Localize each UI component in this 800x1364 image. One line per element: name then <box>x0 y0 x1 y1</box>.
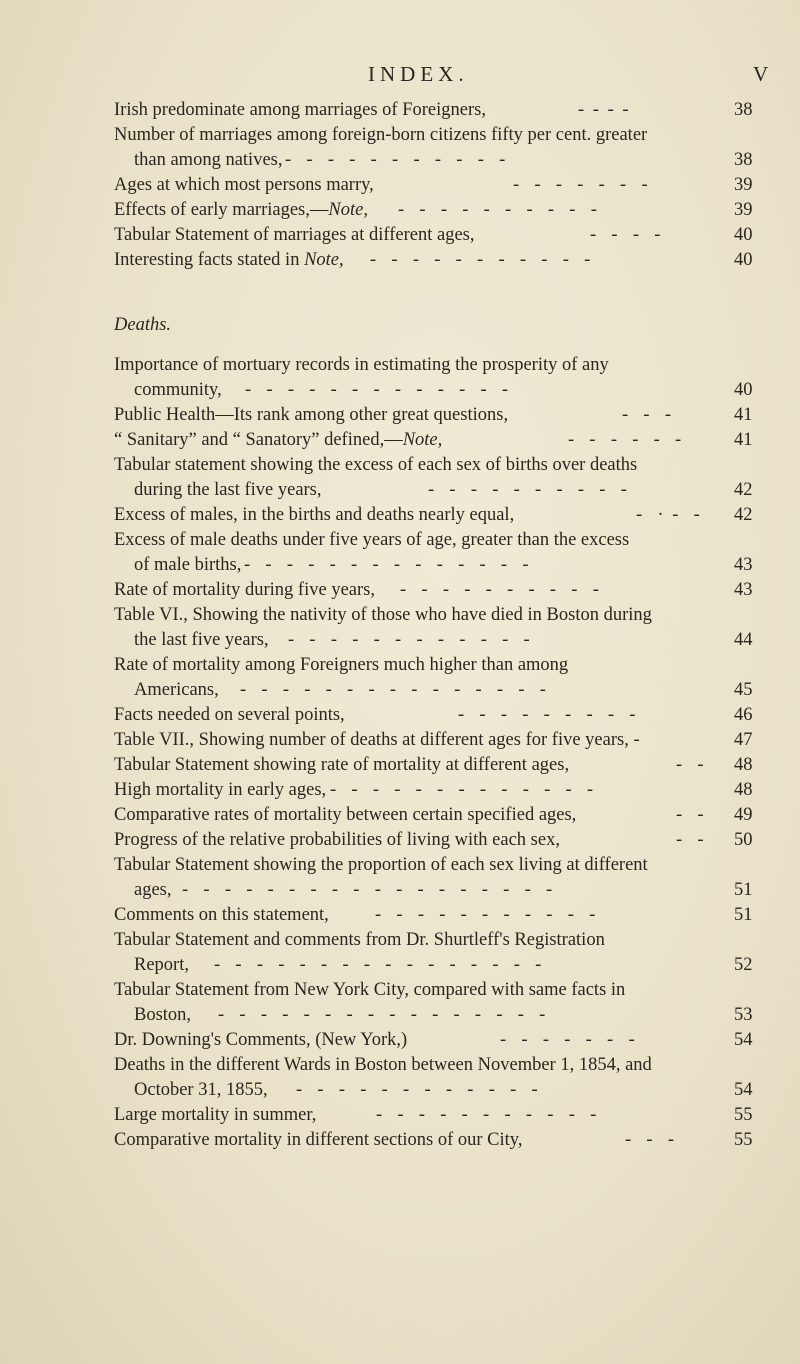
list-item: Rate of mortality during five years, - - - - - - - - - - 43 <box>114 580 753 600</box>
list-item: Ages at which most persons marry, - - - - - - - 39 <box>114 175 753 195</box>
index-entries <box>0 98 800 1153</box>
list-item: Excess of male deaths under five years of age, greater than the excess <box>114 530 630 550</box>
page-header <box>0 62 800 92</box>
list-item: Tabular Statement from New York City, compared with same facts in <box>114 980 626 1000</box>
list-item: Facts needed on several points, - - - - - - - - - 46 <box>114 705 753 725</box>
list-item: Interesting facts stated in Note, - - - - - - - - - - - 40 <box>114 250 753 270</box>
list-item: Progress of the relative probabilities of living with each sex, - - 50 <box>114 830 753 850</box>
list-item: Report, - - - - - - - - - - - - - - - - 52 <box>134 955 753 975</box>
list-item: Tabular Statement and comments from Dr. Shurtleff's Registration <box>114 930 605 950</box>
list-item: during the last five years, - - - - - - - - - - 42 <box>134 480 753 500</box>
list-item: October 31, 1855, - - - - - - - - - - - - 54 <box>134 1080 753 1100</box>
list-item: Large mortality in summer, - - - - - - - - - - - 55 <box>114 1105 753 1125</box>
list-item: Tabular Statement showing the proportion of each sex living at different <box>114 855 648 875</box>
list-item: Effects of early marriages,—Note, - - - - - - - - - - 39 <box>114 200 753 220</box>
list-item: High mortality in early ages, - - - - - - - - - - - - - 48 <box>114 780 753 800</box>
list-item: Table VI., Showing the nativity of those who have died in Boston during <box>114 605 652 625</box>
list-item: Comparative rates of mortality between certain specified ages, - - 49 <box>114 805 753 825</box>
list-item: Importance of mortuary records in estimating the prosperity of any <box>114 355 609 375</box>
list-item: Public Health—Its rank among other great questions, - - - 41 <box>114 405 753 425</box>
list-item: Tabular statement showing the excess of each sex of births over deaths <box>114 455 638 475</box>
list-item: Excess of males, in the births and deaths nearly equal, - · - - 42 <box>114 505 753 525</box>
list-item: Tabular Statement showing rate of mortality at different ages, - - 48 <box>114 755 753 775</box>
page-title: INDEX. <box>368 62 469 86</box>
list-item: Boston, - - - - - - - - - - - - - - - - 53 <box>134 1005 753 1025</box>
list-item: “ Sanitary” and “ Sanatory” defined,—Note, - - - - - - 41 <box>114 430 753 450</box>
list-item: Table VII., Showing number of deaths at different ages for five years, - 47 <box>114 730 753 750</box>
list-item: Comparative mortality in different sections of our City, - - - 55 <box>114 1130 753 1150</box>
list-item: than among natives, - - - - - - - - - - - 38 <box>134 150 753 170</box>
list-item: the last five years, - - - - - - - - - - - - 44 <box>134 630 753 650</box>
list-item: of male births, - - - - - - - - - - - - - - 43 <box>134 555 753 575</box>
list-item: ages, - - - - - - - - - - - - - - - - - - 51 <box>134 880 753 900</box>
list-item: Deaths in the different Wards in Boston between November 1, 1854, and <box>114 1055 652 1075</box>
list-item: Rate of mortality among Foreigners much higher than among <box>114 655 569 675</box>
list-item: Number of marriages among foreign-born citizens fifty per cent. greater <box>114 125 648 145</box>
list-item: Comments on this statement, - - - - - - - - - - - 51 <box>114 905 753 925</box>
list-item: Irish predominate among marriages of Foreigners, - - - - 38 <box>114 100 753 120</box>
page-number: V <box>753 62 769 86</box>
section-heading: Deaths. <box>114 315 172 335</box>
list-item: Tabular Statement of marriages at different ages, - - - - 40 <box>114 225 753 245</box>
list-item: Americans, - - - - - - - - - - - - - - - 45 <box>134 680 753 700</box>
list-item: community, - - - - - - - - - - - - - 40 <box>134 380 753 400</box>
list-item: Dr. Downing's Comments, (New York,) - - - - - - - 54 <box>114 1030 753 1050</box>
